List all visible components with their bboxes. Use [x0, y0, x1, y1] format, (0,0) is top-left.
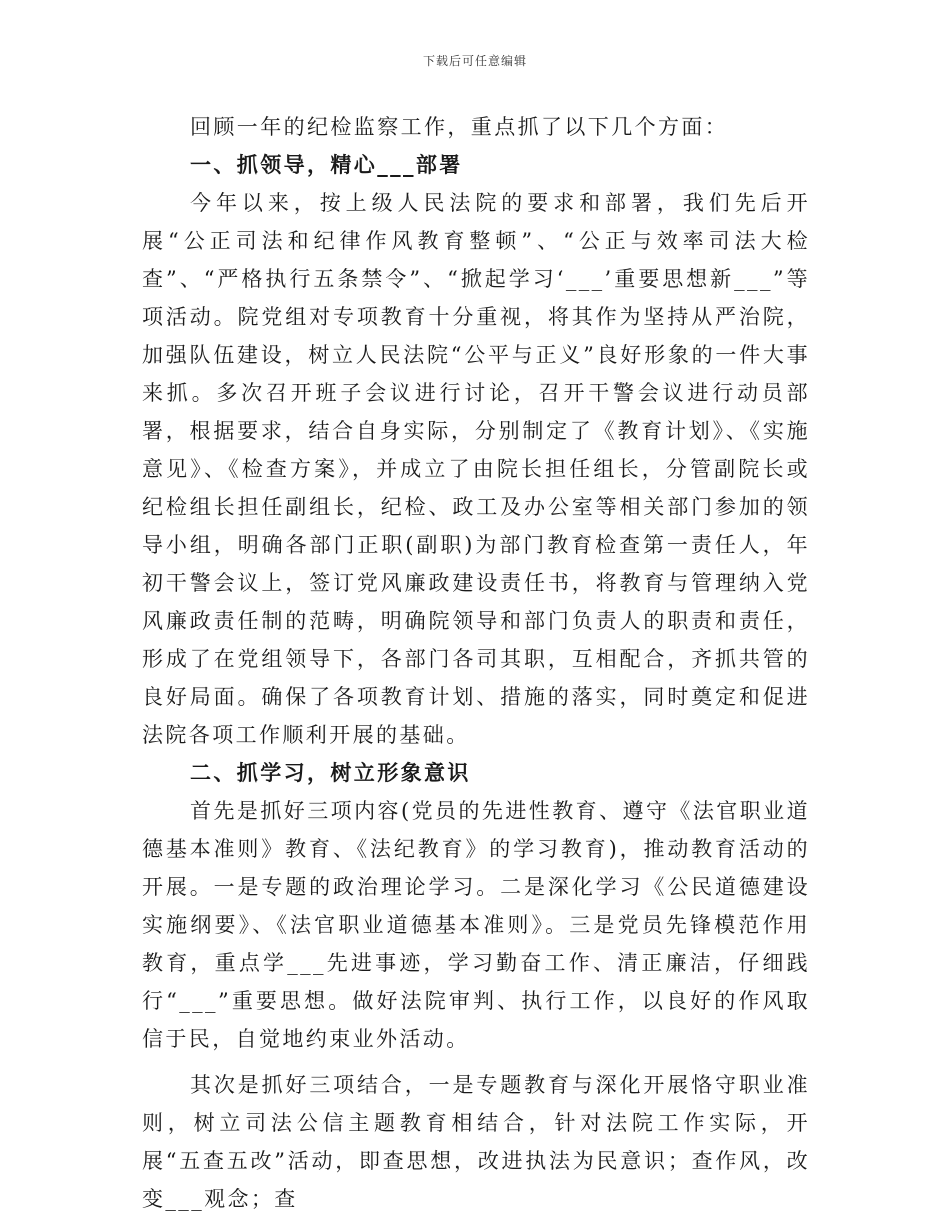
- section-2-paragraph-2: 其次是抓好三项结合，一是专题教育与深化开展恪守职业准则，树立司法公信主题教育相结合，针对法院工作实际，开展“五查五改”活动，即查思想，改进执法为民意识；查作风，改变___观念；查: [142, 1073, 810, 1211]
- section-heading-2: 二、抓学习，树立形象意识: [190, 760, 471, 785]
- section-1-paragraph: 今年以来，按上级人民法院的要求和部署，我们先后开展“公正司法和纪律作风教育整顿”、“公正与效率司法大检查”、“严格执行五条禁令”、“掀起学习‘___’重要思想新___”等项活动。院党组对专项教育十分重视，将其作为坚持从严治院，加强队伍建设，树立人民法院“公平与正义”良好形象的一件大事来抓。多次召开班子会议进行讨论，召开干警会议进行动员部署，根据要求，结合自身实际，分别制定了《教育计划》、《实施意见》、《检查方案》，并成立了由院长担任组长，分管副院长或纪检组长担任副组长，纪检、政工及办公室等相关部门参加的领导小组，明确各部门正职(副职)为部门教育检查第一责任人，年初干警会议上，签订党风廉政建设责任书，将教育与管理纳入党风廉政责任制的范畴，明确院领导和部门负责人的职责和责任，形成了在党组领导下，各部门各司其职，互相配合，齐抓共管的良好局面。确保了各项教育计划、措施的落实，同时奠定和促进法院各项工作顺利开展的基础。: [142, 191, 810, 747]
- intro-paragraph: 回顾一年的纪检监察工作，重点抓了以下几个方面：: [190, 115, 729, 139]
- page-header: 下载后可任意编辑: [422, 54, 527, 68]
- section-heading-1: 一、抓领导，精心___部署: [190, 152, 463, 177]
- section-2-paragraph: 首先是抓好三项内容(党员的先进性教育、遵守《法官职业道德基本准则》教育、《法纪教育》的学习教育)，推动教育活动的开展。一是专题的政治理论学习。二是深化学习《公民道德建设实施纲要》、《法官职业道德基本准则》。三是党员先锋模范作用教育，重点学___先进事迹，学习勤奋工作、清正廉洁，仔细践行“___”重要思想。做好法院审判、执行工作，以良好的作风取信于民，自觉地约束业外活动。: [142, 799, 810, 1051]
- document-body: [142, 108, 810, 1218]
